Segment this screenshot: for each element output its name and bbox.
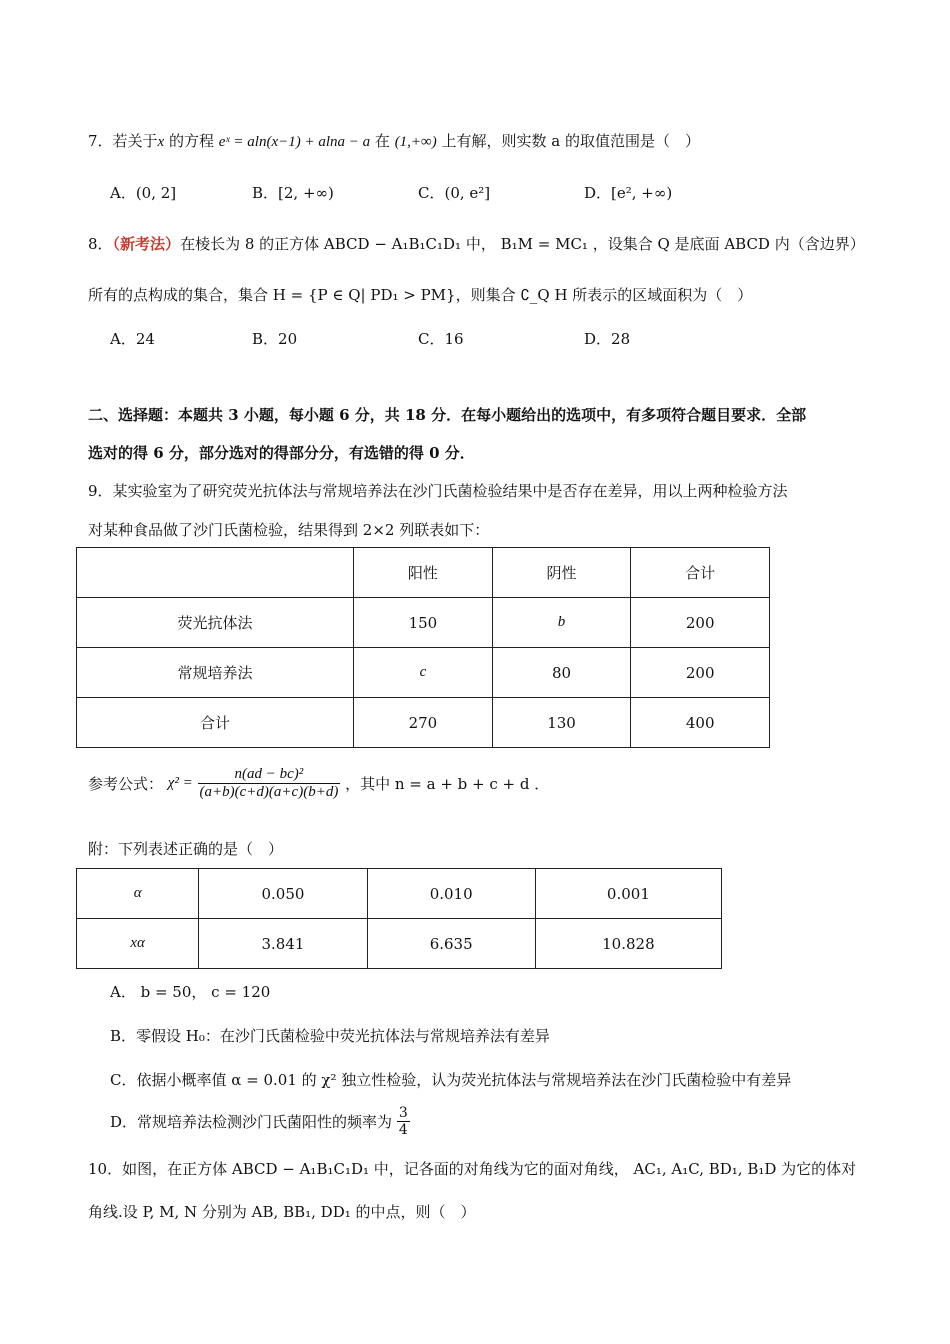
q9-line2: 对某种食品做了沙门氏菌检验，结果得到 2×2 列联表如下： bbox=[88, 521, 490, 539]
q7-interval: (1,+∞) bbox=[394, 134, 437, 150]
formula-lhs: χ² = bbox=[167, 775, 193, 791]
table-cell: 3.841 bbox=[199, 919, 367, 969]
formula-tail: ，其中 n = a + b + c + d ． bbox=[345, 775, 550, 793]
section2-heading-line1: 二、选择题：本题共 3 小题，每小题 6 分，共 18 分．在每小题给出的选项中，有多项符合题目要求．全部 bbox=[88, 406, 807, 424]
alpha-table bbox=[76, 868, 722, 969]
table-cell: 荧光抗体法 bbox=[77, 598, 354, 648]
q10-line1: 10．如图，在正方体 ABCD − A₁B₁C₁D₁ 中，记各面的对角线为它的面对角线， AC₁, A₁C, BD₁, B₁D 为它的体对 bbox=[88, 1160, 857, 1178]
table-cell: 80 bbox=[492, 648, 631, 698]
q8-number: 8． bbox=[88, 235, 113, 253]
contingency-table bbox=[76, 547, 770, 748]
table-cell: 阳性 bbox=[354, 548, 493, 598]
q8-option-c: C．16 bbox=[418, 330, 464, 348]
q7-stem-suffix: 上有解，则实数 a 的取值范围是（ ） bbox=[436, 132, 700, 150]
table-row bbox=[77, 598, 770, 648]
table-cell: 0.050 bbox=[199, 869, 367, 919]
table-cell: xα bbox=[77, 919, 199, 969]
q9-option-d bbox=[110, 1105, 410, 1138]
table-row bbox=[77, 698, 770, 748]
q7-stem-text2: 在 bbox=[370, 132, 395, 150]
table-cell: 6.635 bbox=[367, 919, 535, 969]
q7-equation: eˣ = aln(x−1) + alna − a bbox=[218, 134, 371, 150]
fraction-numerator: 3 bbox=[398, 1105, 408, 1121]
table-cell: α bbox=[77, 869, 199, 919]
table-cell: 150 bbox=[354, 598, 493, 648]
table-cell: 10.828 bbox=[535, 919, 721, 969]
table-cell: 0.010 bbox=[367, 869, 535, 919]
q8-line2: 所有的点构成的集合，集合 H = {P ∈ Q| PD₁ > PM}，则集合 ∁_Q H 所表示的区域面积为（ ） bbox=[88, 286, 753, 304]
q9-option-c: C．依据小概率值 α = 0.01 的 χ² 独立性检验，认为荧光抗体法与常规培养法在沙门氏菌检验中有差异 bbox=[110, 1071, 792, 1089]
fraction-denominator: 4 bbox=[398, 1122, 408, 1138]
q9-option-b: B．零假设 H₀：在沙门氏菌检验中荧光抗体法与常规培养法有差异 bbox=[110, 1027, 550, 1045]
q8-option-a: A．24 bbox=[110, 330, 155, 348]
q9-option-d-text: D．常规培养法检测沙门氏菌阳性的频率为 bbox=[110, 1113, 393, 1131]
q7-option-c: C．(0, e²] bbox=[418, 184, 491, 202]
table-cell: c bbox=[354, 648, 493, 698]
q9-line1: 9．某实验室为了研究荧光抗体法与常规培养法在沙门氏菌检验结果中是否存在差异，用以上两种检验方法 bbox=[88, 482, 788, 500]
table-cell: b bbox=[492, 598, 631, 648]
formula-denominator: (a+b)(c+d)(a+c)(b+d) bbox=[199, 784, 339, 800]
q7-stem-text: 的方程 bbox=[164, 132, 219, 150]
formula-fraction bbox=[198, 766, 341, 801]
table-cell: 130 bbox=[492, 698, 631, 748]
q10-line2: 角线.设 P, M, N 分别为 AB, BB₁, DD₁ 的中点，则（ ） bbox=[88, 1203, 476, 1221]
table-cell: 200 bbox=[631, 598, 770, 648]
table-cell: 0.001 bbox=[535, 869, 721, 919]
q9-option-a: A． b = 50， c = 120 bbox=[110, 983, 271, 1001]
table-row bbox=[77, 548, 770, 598]
q8-option-d: D．28 bbox=[584, 330, 631, 348]
q7-option-d: D．[e², +∞) bbox=[584, 184, 673, 202]
formula-label: 参考公式： bbox=[88, 775, 164, 793]
table-cell: 400 bbox=[631, 698, 770, 748]
table-cell: 200 bbox=[631, 648, 770, 698]
q8-line1-text: 在棱长为 8 的正方体 ABCD − A₁B₁C₁D₁ 中， B₁M = MC₁ ，设集合 Q 是底面 ABCD 内（含边界） bbox=[180, 235, 865, 253]
table-row bbox=[77, 919, 722, 969]
q8-option-b: B．20 bbox=[252, 330, 298, 348]
table-cell: 合计 bbox=[631, 548, 770, 598]
q8-line1 bbox=[88, 233, 865, 254]
chi-square-formula bbox=[88, 766, 549, 801]
table-row bbox=[77, 648, 770, 698]
formula-numerator: n(ad − bc)² bbox=[198, 766, 341, 784]
table-row bbox=[77, 869, 722, 919]
q9-appendix: 附：下列表述正确的是（ ） bbox=[88, 840, 284, 858]
q7-option-a: A．(0, 2] bbox=[110, 184, 177, 202]
q9-option-d-fraction bbox=[397, 1105, 410, 1138]
table-cell: 270 bbox=[354, 698, 493, 748]
table-cell: 阴性 bbox=[492, 548, 631, 598]
q7-option-b: B．[2, +∞) bbox=[252, 184, 334, 202]
table-cell: 合计 bbox=[77, 698, 354, 748]
q7-stem bbox=[88, 130, 700, 151]
q7-stem-prefix: 7．若关于 bbox=[88, 132, 158, 150]
table-cell: 常规培养法 bbox=[77, 648, 354, 698]
q7-var-x: x bbox=[157, 134, 165, 150]
section2-heading-line2: 选对的得 6 分，部分选对的得部分分，有选错的得 0 分． bbox=[88, 444, 475, 462]
q8-tag: （新考法） bbox=[112, 235, 181, 253]
table-cell bbox=[77, 548, 354, 598]
